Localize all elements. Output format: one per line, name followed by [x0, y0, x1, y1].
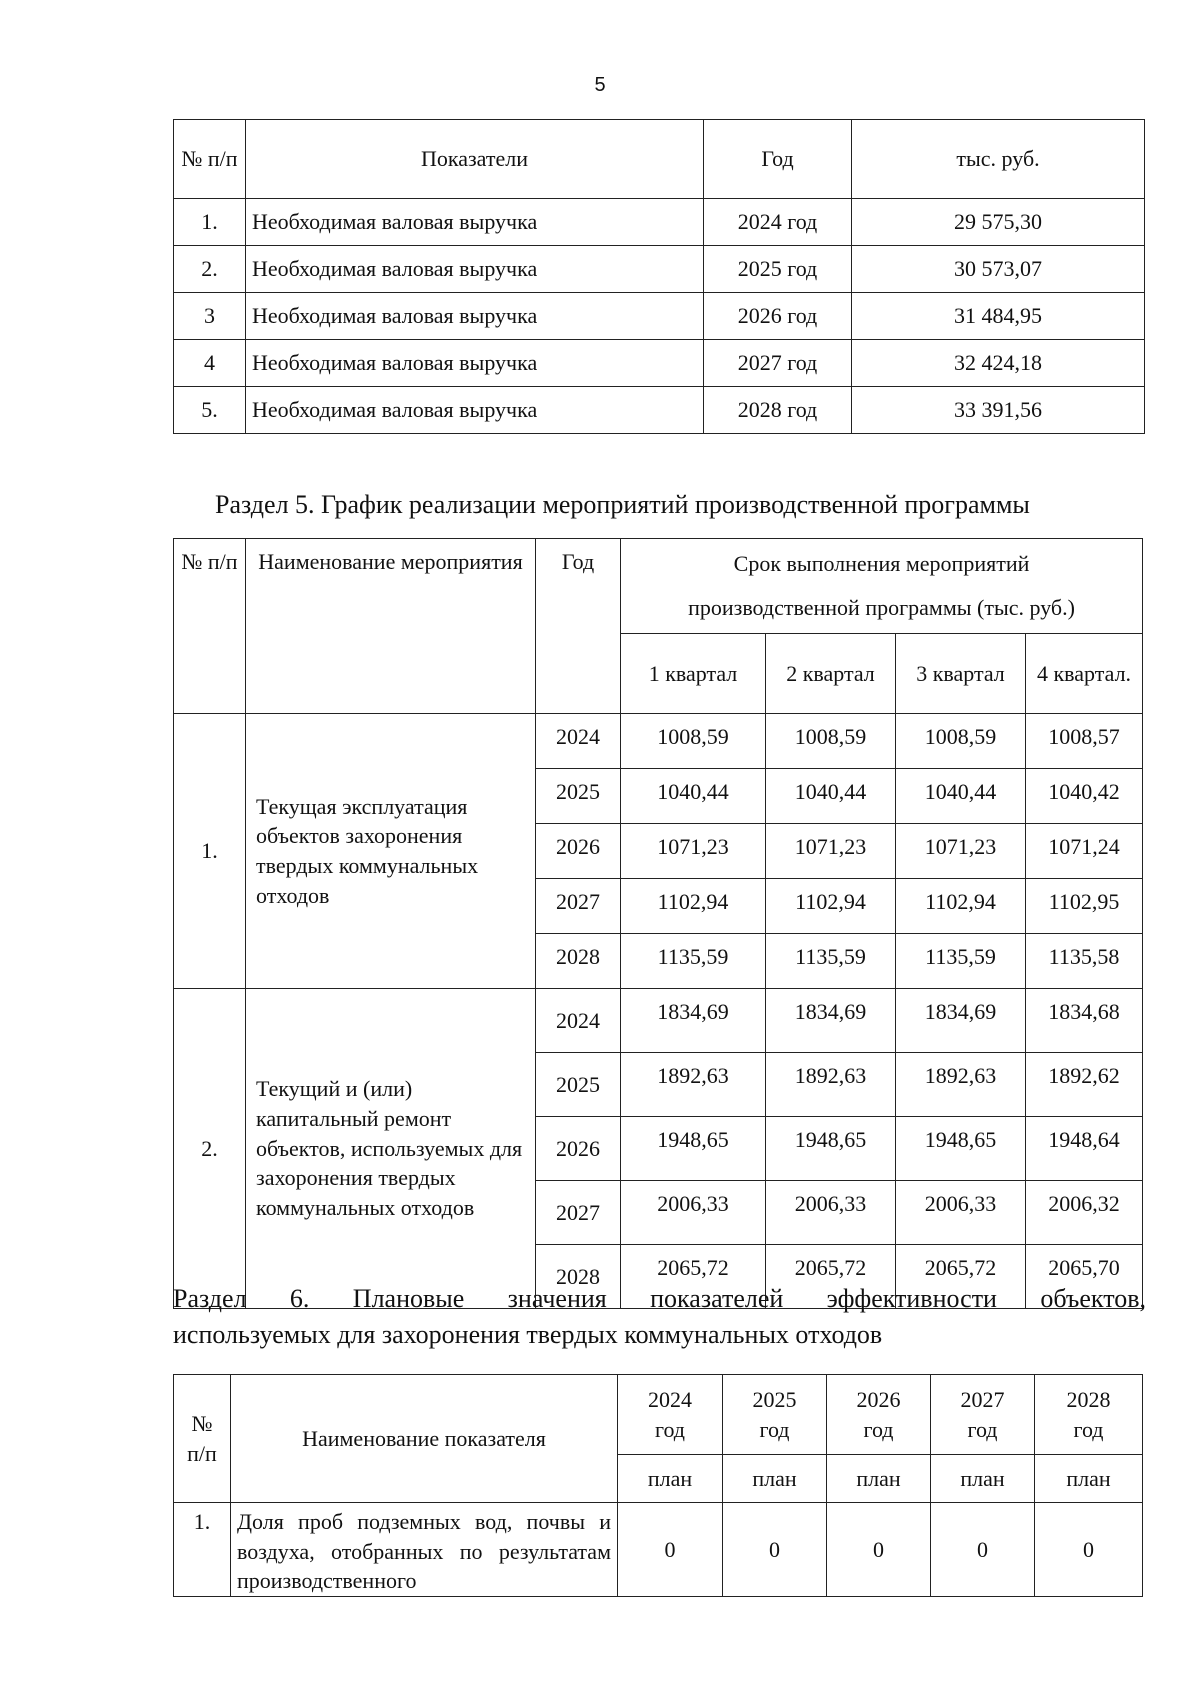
row-q4: 1892,62	[1026, 1053, 1143, 1117]
row-q2: 1948,65	[766, 1117, 896, 1181]
row-q4: 1948,64	[1026, 1117, 1143, 1181]
table-header-row	[174, 120, 1145, 199]
header-year: 2026 год	[827, 1375, 931, 1455]
row-q1: 2006,33	[621, 1181, 766, 1245]
row-num: 1.	[174, 1503, 231, 1597]
row-q2: 1071,23	[766, 824, 896, 879]
row-amount: 32 424,18	[852, 340, 1145, 387]
row-q1: 1102,94	[621, 879, 766, 934]
row-q4: 1040,42	[1026, 769, 1143, 824]
row-q2: 2065,72	[766, 1245, 896, 1309]
header-year: Год	[536, 539, 621, 714]
row-q1: 1834,69	[621, 989, 766, 1053]
row-q4: 1008,57	[1026, 714, 1143, 769]
row-indicator: Необходимая валовая выручка	[246, 246, 704, 293]
row-q4: 1071,24	[1026, 824, 1143, 879]
row-q2: 1892,63	[766, 1053, 896, 1117]
row-year: 2024 год	[704, 199, 852, 246]
row-q4: 2065,70	[1026, 1245, 1143, 1309]
row-year: 2028	[536, 934, 621, 989]
header-q2: 2 квартал	[766, 634, 896, 714]
page-number: 5	[594, 74, 606, 96]
table-row	[174, 387, 1145, 434]
row-year: 2027	[536, 879, 621, 934]
row-q3: 1834,69	[896, 989, 1026, 1053]
table-row	[174, 199, 1145, 246]
row-q4: 1102,95	[1026, 879, 1143, 934]
row-q3: 1892,63	[896, 1053, 1026, 1117]
header-year: Год	[704, 120, 852, 199]
row-amount: 30 573,07	[852, 246, 1145, 293]
row-q2: 2006,33	[766, 1181, 896, 1245]
row-q1: 1040,44	[621, 769, 766, 824]
group-num: 1.	[174, 714, 246, 989]
row-year: 2026	[536, 824, 621, 879]
row-num: 1.	[174, 199, 246, 246]
section6-title-line1: Раздел 6. Плановые значения показателей эффективности объектов,	[173, 1284, 1146, 1313]
row-year: 2028 год	[704, 387, 852, 434]
efficiency-table	[173, 1374, 1143, 1597]
row-q2: 1040,44	[766, 769, 896, 824]
section6-title-line2: используемых для захоронения твердых коммунальных отходов	[173, 1320, 883, 1349]
row-num: 3	[174, 293, 246, 340]
row-value: 0	[931, 1503, 1035, 1597]
row-q3: 1948,65	[896, 1117, 1026, 1181]
group-name: Текущая эксплуатация объектов захоронения твердых коммунальных отходов	[246, 714, 536, 989]
header-year: 2027 год	[931, 1375, 1035, 1455]
row-q4: 2006,32	[1026, 1181, 1143, 1245]
row-amount: 29 575,30	[852, 199, 1145, 246]
row-q1: 1135,59	[621, 934, 766, 989]
table-row	[174, 246, 1145, 293]
row-year: 2026 год	[704, 293, 852, 340]
table-row	[174, 989, 1143, 1053]
row-value: 0	[618, 1503, 723, 1597]
row-q2: 1135,59	[766, 934, 896, 989]
group-num: 2.	[174, 989, 246, 1309]
header-indicator: Показатели	[246, 120, 704, 199]
row-year: 2026	[536, 1117, 621, 1181]
row-q1: 2065,72	[621, 1245, 766, 1309]
header-plan: план	[723, 1455, 827, 1503]
header-name: Наименование мероприятия	[246, 539, 536, 714]
revenue-table	[173, 119, 1145, 434]
row-year: 2024	[536, 989, 621, 1053]
row-num: 2.	[174, 246, 246, 293]
row-q3: 1135,59	[896, 934, 1026, 989]
row-year: 2028	[536, 1245, 621, 1309]
row-year: 2027 год	[704, 340, 852, 387]
row-indicator: Необходимая валовая выручка	[246, 293, 704, 340]
row-q4: 1135,58	[1026, 934, 1143, 989]
row-name: Доля проб подземных вод, почвы и воздуха, отобранных по результатам производственного	[231, 1503, 618, 1597]
table-header-row	[174, 539, 1143, 634]
header-plan: план	[1035, 1455, 1143, 1503]
header-year: 2024 год	[618, 1375, 723, 1455]
row-q1: 1948,65	[621, 1117, 766, 1181]
header-plan: план	[931, 1455, 1035, 1503]
row-year: 2025 год	[704, 246, 852, 293]
header-q4: 4 квартал.	[1026, 634, 1143, 714]
row-q4: 1834,68	[1026, 989, 1143, 1053]
row-year: 2024	[536, 714, 621, 769]
header-year: 2025 год	[723, 1375, 827, 1455]
row-amount: 33 391,56	[852, 387, 1145, 434]
section5-title: Раздел 5. График реализации мероприятий производственной программы	[215, 490, 1030, 519]
row-q3: 1071,23	[896, 824, 1026, 879]
row-q3: 1008,59	[896, 714, 1026, 769]
header-year: 2028 год	[1035, 1375, 1143, 1455]
row-q3: 2065,72	[896, 1245, 1026, 1309]
row-q3: 2006,33	[896, 1181, 1026, 1245]
row-indicator: Необходимая валовая выручка	[246, 387, 704, 434]
header-num: № п/п	[174, 539, 246, 714]
table-header-row	[174, 1375, 1143, 1455]
row-value: 0	[1035, 1503, 1143, 1597]
row-indicator: Необходимая валовая выручка	[246, 340, 704, 387]
table-row	[174, 1503, 1143, 1597]
row-num: 4	[174, 340, 246, 387]
row-year: 2025	[536, 1053, 621, 1117]
row-q1: 1892,63	[621, 1053, 766, 1117]
row-year: 2027	[536, 1181, 621, 1245]
row-q3: 1040,44	[896, 769, 1026, 824]
row-q2: 1102,94	[766, 879, 896, 934]
header-q1: 1 квартал	[621, 634, 766, 714]
row-num: 5.	[174, 387, 246, 434]
schedule-table	[173, 538, 1143, 1309]
row-q1: 1008,59	[621, 714, 766, 769]
header-plan: план	[827, 1455, 931, 1503]
row-q2: 1008,59	[766, 714, 896, 769]
row-q1: 1071,23	[621, 824, 766, 879]
row-q3: 1102,94	[896, 879, 1026, 934]
group-name: Текущий и (или) капитальный ремонт объектов, используемых для захоронения твердых коммунальных отходов	[246, 989, 536, 1309]
row-q2: 1834,69	[766, 989, 896, 1053]
header-name: Наименование показателя	[231, 1375, 618, 1503]
header-q3: 3 квартал	[896, 634, 1026, 714]
table-row	[174, 714, 1143, 769]
row-value: 0	[827, 1503, 931, 1597]
header-num: № п/п	[174, 1375, 231, 1503]
row-indicator: Необходимая валовая выручка	[246, 199, 704, 246]
header-plan: план	[618, 1455, 723, 1503]
header-amount: тыс. руб.	[852, 120, 1145, 199]
header-term: Срок выполнения мероприятий производственной программы (тыс. руб.)	[621, 539, 1143, 634]
table-row	[174, 293, 1145, 340]
row-value: 0	[723, 1503, 827, 1597]
header-num: № п/п	[174, 120, 246, 199]
row-amount: 31 484,95	[852, 293, 1145, 340]
table-row	[174, 340, 1145, 387]
row-year: 2025	[536, 769, 621, 824]
